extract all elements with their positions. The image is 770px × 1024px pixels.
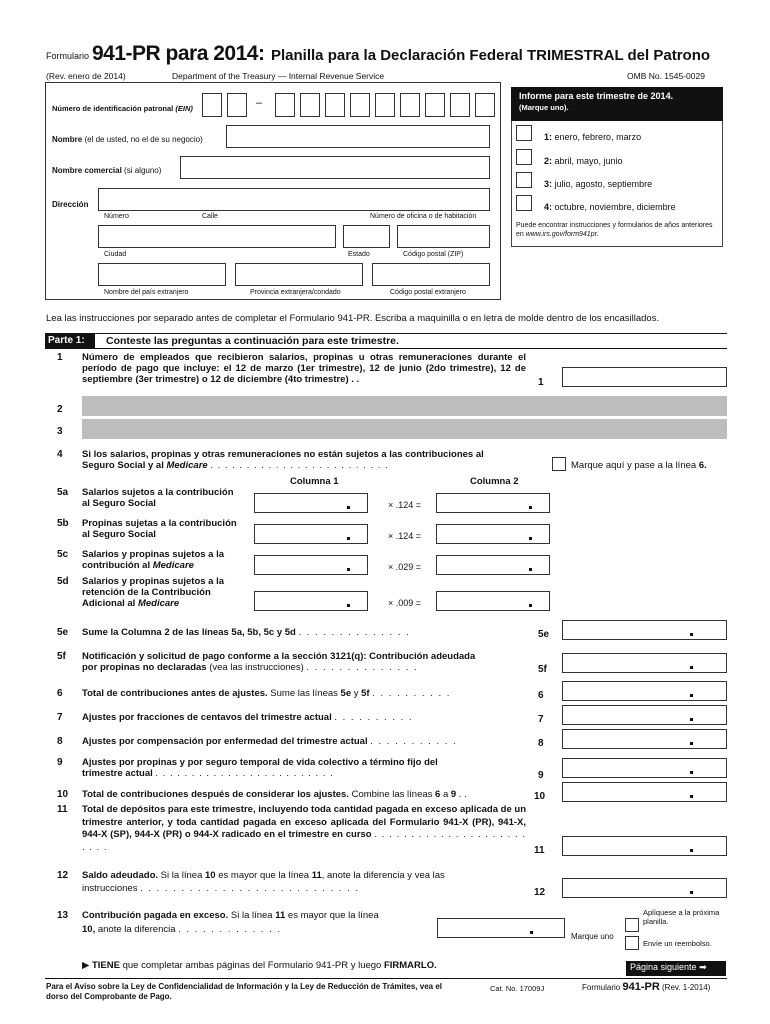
line-8-text: Ajustes por compensación por enfermedad del trimestre actual . . . . . . . . . . . bbox=[82, 736, 458, 747]
zip-input[interactable] bbox=[397, 225, 490, 248]
send-refund-label: Envíe un reembolso. bbox=[643, 939, 712, 948]
ein-digit-3[interactable] bbox=[275, 93, 295, 117]
line-5a-col2-input[interactable] bbox=[436, 493, 550, 513]
line-7-number: 7 bbox=[57, 712, 63, 723]
line-8-ref: 8 bbox=[538, 738, 544, 749]
ciudad-caption: Ciudad bbox=[104, 251, 127, 258]
line-11-text: Total de depósitos para este trimestre, incluyendo toda cantidad pagada en exceso aplicada de un trimestre anterior, y toda cantidad pagada en exceso aplicada del Formulario 941-X (PR), 941-X, 944-X (SP), 944-X (PR) o 944-X radicado en el trimestre en curso . . . . . . . . . . . . . . . . . . . . . . . . . bbox=[82, 804, 526, 853]
line-9-text-2: trimestre actual . . . . . . . . . . . . . . . . . . . . . . . . . bbox=[82, 768, 334, 779]
line-5f-ref: 5f bbox=[538, 664, 547, 675]
line-6-ref: 6 bbox=[538, 690, 544, 701]
ein-digit-5[interactable] bbox=[325, 93, 345, 117]
ciudad-input[interactable] bbox=[98, 225, 336, 248]
line-5b-multiplier: × .124 = bbox=[388, 531, 422, 541]
instructions-text: Lea las instrucciones por separado antes de completar el Formulario 941-PR. Escriba a maquinilla o en letra de molde dentro de los encasillados. bbox=[46, 313, 660, 324]
line-4-number: 4 bbox=[57, 449, 63, 460]
part1-rule-bottom bbox=[45, 348, 727, 349]
quarter-4-checkbox[interactable] bbox=[516, 195, 532, 211]
quarter-3-checkbox[interactable] bbox=[516, 172, 532, 188]
line-5b-col1-input[interactable] bbox=[254, 524, 368, 544]
line-5b-number: 5b bbox=[57, 518, 69, 529]
send-refund-checkbox[interactable] bbox=[625, 936, 639, 950]
line-5a-number: 5a bbox=[57, 487, 69, 498]
ein-digit-10[interactable] bbox=[450, 93, 470, 117]
quarter-2-label: 2: abril, mayo, junio bbox=[544, 156, 623, 166]
omb-number: OMB No. 1545-0029 bbox=[627, 71, 705, 81]
quarter-1-label: 1: enero, febrero, marzo bbox=[544, 132, 642, 142]
line-7-ref: 7 bbox=[538, 714, 544, 725]
line-10-number: 10 bbox=[57, 789, 69, 800]
line-11-input[interactable] bbox=[562, 836, 727, 856]
line-5c-multiplier: × .029 = bbox=[388, 562, 422, 572]
line-3-number: 3 bbox=[57, 426, 63, 437]
line-5c-col2-input[interactable] bbox=[436, 555, 550, 575]
line-5b-col2-input[interactable] bbox=[436, 524, 550, 544]
line-8-input[interactable] bbox=[562, 729, 727, 749]
line-11-number: 11 bbox=[57, 804, 68, 815]
cat-number: Cat. No. 17009J bbox=[490, 984, 545, 993]
line-5e-text: Sume la Columna 2 de las líneas 5a, 5b, 5c y 5d . . . . . . . . . . . . . . bbox=[82, 627, 411, 638]
provincia-caption: Provincia extranjera/condado bbox=[250, 289, 341, 296]
form-label: Formulario bbox=[46, 51, 90, 61]
line-1-input[interactable] bbox=[562, 367, 727, 387]
line-12-text-1: Saldo adeudado. Si la línea 10 es mayor que la línea 11, anote la diferencia y vea las bbox=[82, 870, 445, 881]
line-2-number: 2 bbox=[57, 404, 63, 415]
line-5a-text: Salarios sujetos a la contribución al Seguro Social bbox=[82, 487, 234, 509]
part1-rule bbox=[45, 333, 727, 334]
line-6-input[interactable] bbox=[562, 681, 727, 701]
line-13-input[interactable] bbox=[437, 918, 565, 938]
part1-badge: Parte 1: bbox=[45, 334, 95, 348]
nombre-input[interactable] bbox=[226, 125, 490, 148]
line-5c-col1-input[interactable] bbox=[254, 555, 368, 575]
line-13-marque-uno: Marque uno bbox=[571, 932, 614, 941]
line-5e-input[interactable] bbox=[562, 620, 727, 640]
estado-input[interactable] bbox=[343, 225, 390, 248]
footer-rule bbox=[45, 978, 727, 979]
line-5a-col1-input[interactable] bbox=[254, 493, 368, 513]
line-5d-col2-input[interactable] bbox=[436, 591, 550, 611]
line-9-input[interactable] bbox=[562, 758, 727, 778]
quarter-2-checkbox[interactable] bbox=[516, 149, 532, 165]
form-title: Planilla para la Declaración Federal TRIMESTRAL del Patrono bbox=[271, 47, 711, 64]
line-5f-number: 5f bbox=[57, 651, 66, 662]
line-3-shaded bbox=[82, 419, 727, 439]
line-13-text-1: Contribución pagada en exceso. Si la línea 11 es mayor que la línea bbox=[82, 910, 379, 921]
codigo-postal-extranjero-input[interactable] bbox=[372, 263, 490, 286]
line-5b-text: Propinas sujetas a la contribución al Seguro Social bbox=[82, 518, 237, 540]
column-2-header: Columna 2 bbox=[470, 476, 519, 487]
line-5f-text-1: Notificación y solicitud de pago conforme a la sección 3121(q): Contribución adeudada bbox=[82, 651, 476, 662]
line-5d-text: Salarios y propinas sujetos a la retención de la Contribución Adicional al Medicare bbox=[82, 576, 225, 609]
ein-digit-8[interactable] bbox=[400, 93, 420, 117]
line-5a-multiplier: × .124 = bbox=[388, 500, 422, 510]
quarter-note: Puede encontrar instrucciones y formularios de años anteriores en www.irs.gov/form941pr. bbox=[516, 222, 713, 238]
line-4-check-label: Marque aquí y pase a la línea 6. bbox=[571, 460, 707, 471]
line-10-input[interactable] bbox=[562, 782, 727, 802]
oficina-caption: Número de oficina o de habitación bbox=[370, 213, 477, 220]
ein-digit-1[interactable] bbox=[202, 93, 222, 117]
line-5f-input[interactable] bbox=[562, 653, 727, 673]
form-number: 941-PR para 2014: bbox=[92, 42, 265, 65]
line-5e-ref: 5e bbox=[538, 629, 550, 640]
line-6-text: Total de contribuciones antes de ajustes. Sume las líneas 5e y 5f . . . . . . . . . . bbox=[82, 688, 451, 699]
ein-digit-9[interactable] bbox=[425, 93, 445, 117]
line-4-text-2: Seguro Social y al Medicare . . . . . . . . . . . . . . . . . . . . . . . . . bbox=[82, 460, 389, 471]
footer-form-id: Formulario 941-PR (Rev. 1-2014) bbox=[582, 981, 711, 993]
comercial-label: Nombre comercial (si alguno) bbox=[52, 166, 162, 175]
numero-caption: Número bbox=[104, 213, 129, 220]
line-1-ref: 1 bbox=[538, 377, 544, 388]
next-page-button[interactable]: Página siguiente ➡ bbox=[626, 961, 726, 976]
part1-title: Conteste las preguntas a continuación para este trimestre. bbox=[106, 335, 399, 347]
ein-digit-7[interactable] bbox=[375, 93, 395, 117]
line-5c-text: Salarios y propinas sujetos a la contribución al Medicare bbox=[82, 549, 225, 571]
line-6-number: 6 bbox=[57, 688, 63, 699]
line-2-shaded bbox=[82, 396, 727, 416]
line-11-ref: 11 bbox=[534, 845, 545, 856]
line-5d-col1-input[interactable] bbox=[254, 591, 368, 611]
calle-caption: Calle bbox=[202, 213, 218, 220]
line-5e-number: 5e bbox=[57, 627, 69, 638]
ein-digit-11[interactable] bbox=[475, 93, 495, 117]
pais-caption: Nombre del país extranjero bbox=[104, 289, 189, 296]
estado-caption: Estado bbox=[348, 251, 370, 258]
quarter-1-checkbox[interactable] bbox=[516, 125, 532, 141]
line-10-text: Total de contribuciones después de considerar los ajustes. Combine las líneas 6 a 9 . . bbox=[82, 789, 467, 800]
line-5c-number: 5c bbox=[57, 549, 69, 560]
ein-digit-2[interactable] bbox=[227, 93, 247, 117]
postal-ext-caption: Código postal extranjero bbox=[390, 289, 466, 296]
ein-dash: – bbox=[256, 97, 263, 109]
quarter-header: Informe para este trimestre de 2014. (Marque uno). bbox=[511, 87, 723, 121]
direccion-input[interactable] bbox=[98, 188, 490, 211]
arrow-right-icon: ➡ bbox=[699, 962, 707, 972]
line-9-ref: 9 bbox=[538, 770, 544, 781]
line-5d-multiplier: × .009 = bbox=[388, 598, 422, 608]
nombre-comercial-input[interactable] bbox=[180, 156, 490, 179]
apply-next-return-label: Aplíquese a la próxima planilla. bbox=[643, 908, 720, 926]
ein-digit-6[interactable] bbox=[350, 93, 370, 117]
quarter-4-label: 4: octubre, noviembre, diciembre bbox=[544, 202, 676, 212]
line-12-input[interactable] bbox=[562, 878, 727, 898]
line-4-checkbox[interactable] bbox=[552, 457, 566, 471]
line-10-ref: 10 bbox=[534, 791, 546, 802]
provincia-input[interactable] bbox=[235, 263, 363, 286]
quarter-3-label: 3: julio, agosto, septiembre bbox=[544, 179, 653, 189]
apply-next-return-checkbox[interactable] bbox=[625, 918, 639, 932]
line-1-text: Número de empleados que recibieron salarios, propinas u otras remuneraciones durante el período de pago que incluye: el 12 de marzo (1er trimestre), 12 de junio (2do trimestre), 12 de septiembre (3er trimestre) o 12 de diciembre (4to trimestre) . . bbox=[82, 352, 526, 385]
line-12-number: 12 bbox=[57, 870, 69, 881]
line-7-input[interactable] bbox=[562, 705, 727, 725]
line-13-text-2: 10, anote la diferencia . . . . . . . . . . . . . bbox=[82, 924, 282, 935]
line-13-number: 13 bbox=[57, 910, 69, 921]
privacy-notice: Para el Aviso sobre la Ley de Confidencialidad de Información y la Ley de Reducción de Trámites, vea el dorso del Comprobante de Pago. bbox=[46, 982, 442, 1001]
department: Department of the Treasury — Internal Revenue Service bbox=[172, 71, 385, 81]
line-5d-number: 5d bbox=[57, 576, 69, 587]
line-9-number: 9 bbox=[57, 757, 63, 768]
line-12-text-2: instrucciones . . . . . . . . . . . . . . . . . . . . . . . . . . . bbox=[82, 883, 360, 894]
line-8-number: 8 bbox=[57, 736, 63, 747]
line-1-number: 1 bbox=[57, 352, 63, 363]
tiene-firmarlo: ▶ TIENE que completar ambas páginas del Formulario 941-PR y luego FIRMARLO. bbox=[82, 960, 437, 971]
pais-input[interactable] bbox=[98, 263, 226, 286]
ein-digit-4[interactable] bbox=[300, 93, 320, 117]
line-7-text: Ajustes por fracciones de centavos del trimestre actual . . . . . . . . . . bbox=[82, 712, 414, 723]
ein-label: Número de identificación patronal (EIN) bbox=[52, 104, 193, 113]
line-9-text-1: Ajustes por propinas y por seguro temporal de vida colectivo a término fijo del bbox=[82, 757, 438, 768]
line-4-text-1: Si los salarios, propinas y otras remuneraciones no están sujetos a las contribuciones al bbox=[82, 449, 484, 460]
column-1-header: Columna 1 bbox=[290, 476, 339, 487]
zip-caption: Código postal (ZIP) bbox=[403, 251, 464, 258]
line-5f-text-2: por propinas no declaradas (vea las instrucciones) . . . . . . . . . . . . . . bbox=[82, 662, 419, 673]
nombre-label: Nombre (el de usted, no el de su negocio) bbox=[52, 135, 203, 144]
rev-date: (Rev. enero de 2014) bbox=[46, 71, 126, 81]
line-12-ref: 12 bbox=[534, 887, 546, 898]
direccion-label: Dirección bbox=[52, 200, 89, 209]
